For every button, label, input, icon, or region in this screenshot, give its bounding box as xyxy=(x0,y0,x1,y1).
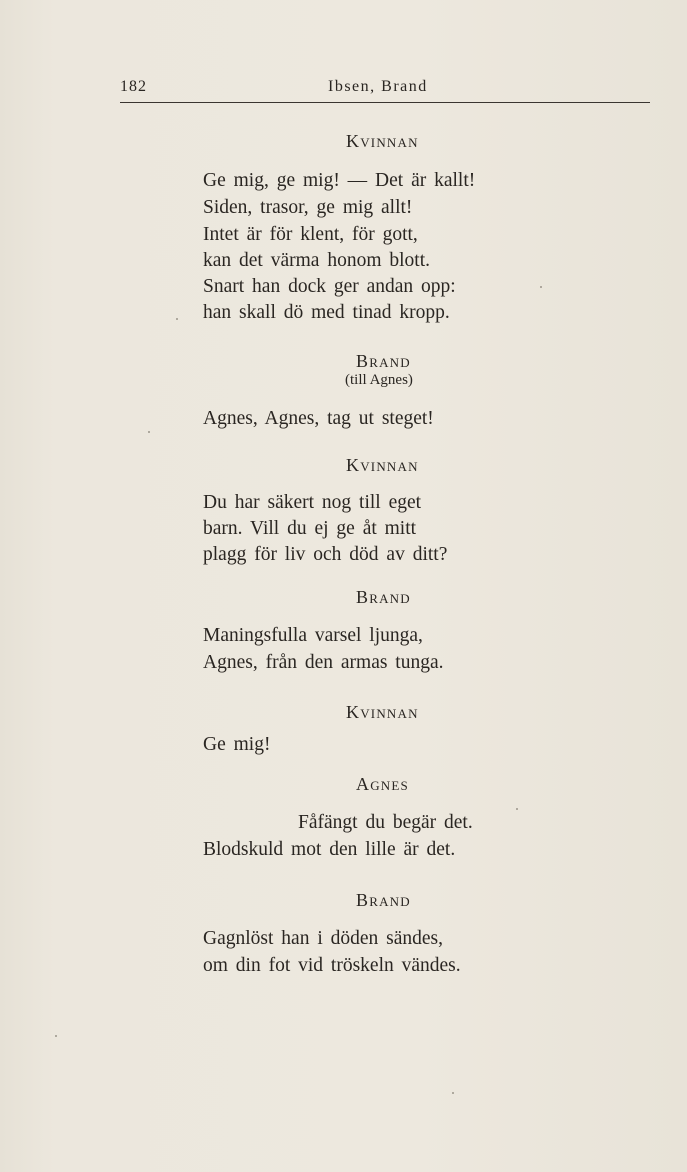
speaker-name: Brand xyxy=(356,890,411,910)
speaker-name: Kvinnan xyxy=(346,131,419,151)
paper-speck xyxy=(452,1092,454,1094)
speaker-name: Kvinnan xyxy=(346,702,419,722)
verse-line: plagg för liv och död av ditt? xyxy=(203,544,448,565)
verse-line: Snart han dock ger andan opp: xyxy=(203,276,456,297)
paper-speck xyxy=(148,431,150,433)
verse-line: Du har säkert nog till eget xyxy=(203,492,422,513)
paper-speck xyxy=(516,808,518,810)
paper-speck xyxy=(176,318,178,320)
page-header xyxy=(120,78,650,103)
verse-line: kan det värma honom blott. xyxy=(203,250,430,271)
verse-line: om din fot vid tröskeln vändes. xyxy=(203,955,461,976)
verse-line: Blodskuld mot den lille är det. xyxy=(203,839,456,860)
verse-line: Agnes, Agnes, tag ut steget! xyxy=(203,408,434,429)
verse-line: Agnes, från den armas tunga. xyxy=(203,652,444,673)
speaker-name: Brand xyxy=(356,587,411,607)
verse-line: Ge mig, ge mig! — Det är kallt! xyxy=(203,170,476,191)
paper-speck xyxy=(540,286,542,288)
verse-line: Fåfängt du begär det. xyxy=(298,812,473,833)
verse-line: Maningsfulla varsel ljunga, xyxy=(203,625,423,646)
speaker-name: Agnes xyxy=(356,774,409,794)
stage-direction: (till Agnes) xyxy=(345,372,413,388)
verse-line: Ge mig! xyxy=(203,734,271,755)
verse-line: han skall dö med tinad kropp. xyxy=(203,302,450,323)
verse-line: Gagnlöst han i döden sändes, xyxy=(203,928,444,949)
speaker-name: Kvinnan xyxy=(346,455,419,475)
verse-line: Intet är för klent, för gott, xyxy=(203,224,418,245)
speaker-name: Brand xyxy=(356,351,411,371)
page-number: 182 xyxy=(120,78,147,95)
running-title: Ibsen, Brand xyxy=(328,78,428,95)
paper-speck xyxy=(55,1035,57,1037)
verse-line: barn. Vill du ej ge åt mitt xyxy=(203,518,417,539)
verse-line: Siden, trasor, ge mig allt! xyxy=(203,197,413,218)
